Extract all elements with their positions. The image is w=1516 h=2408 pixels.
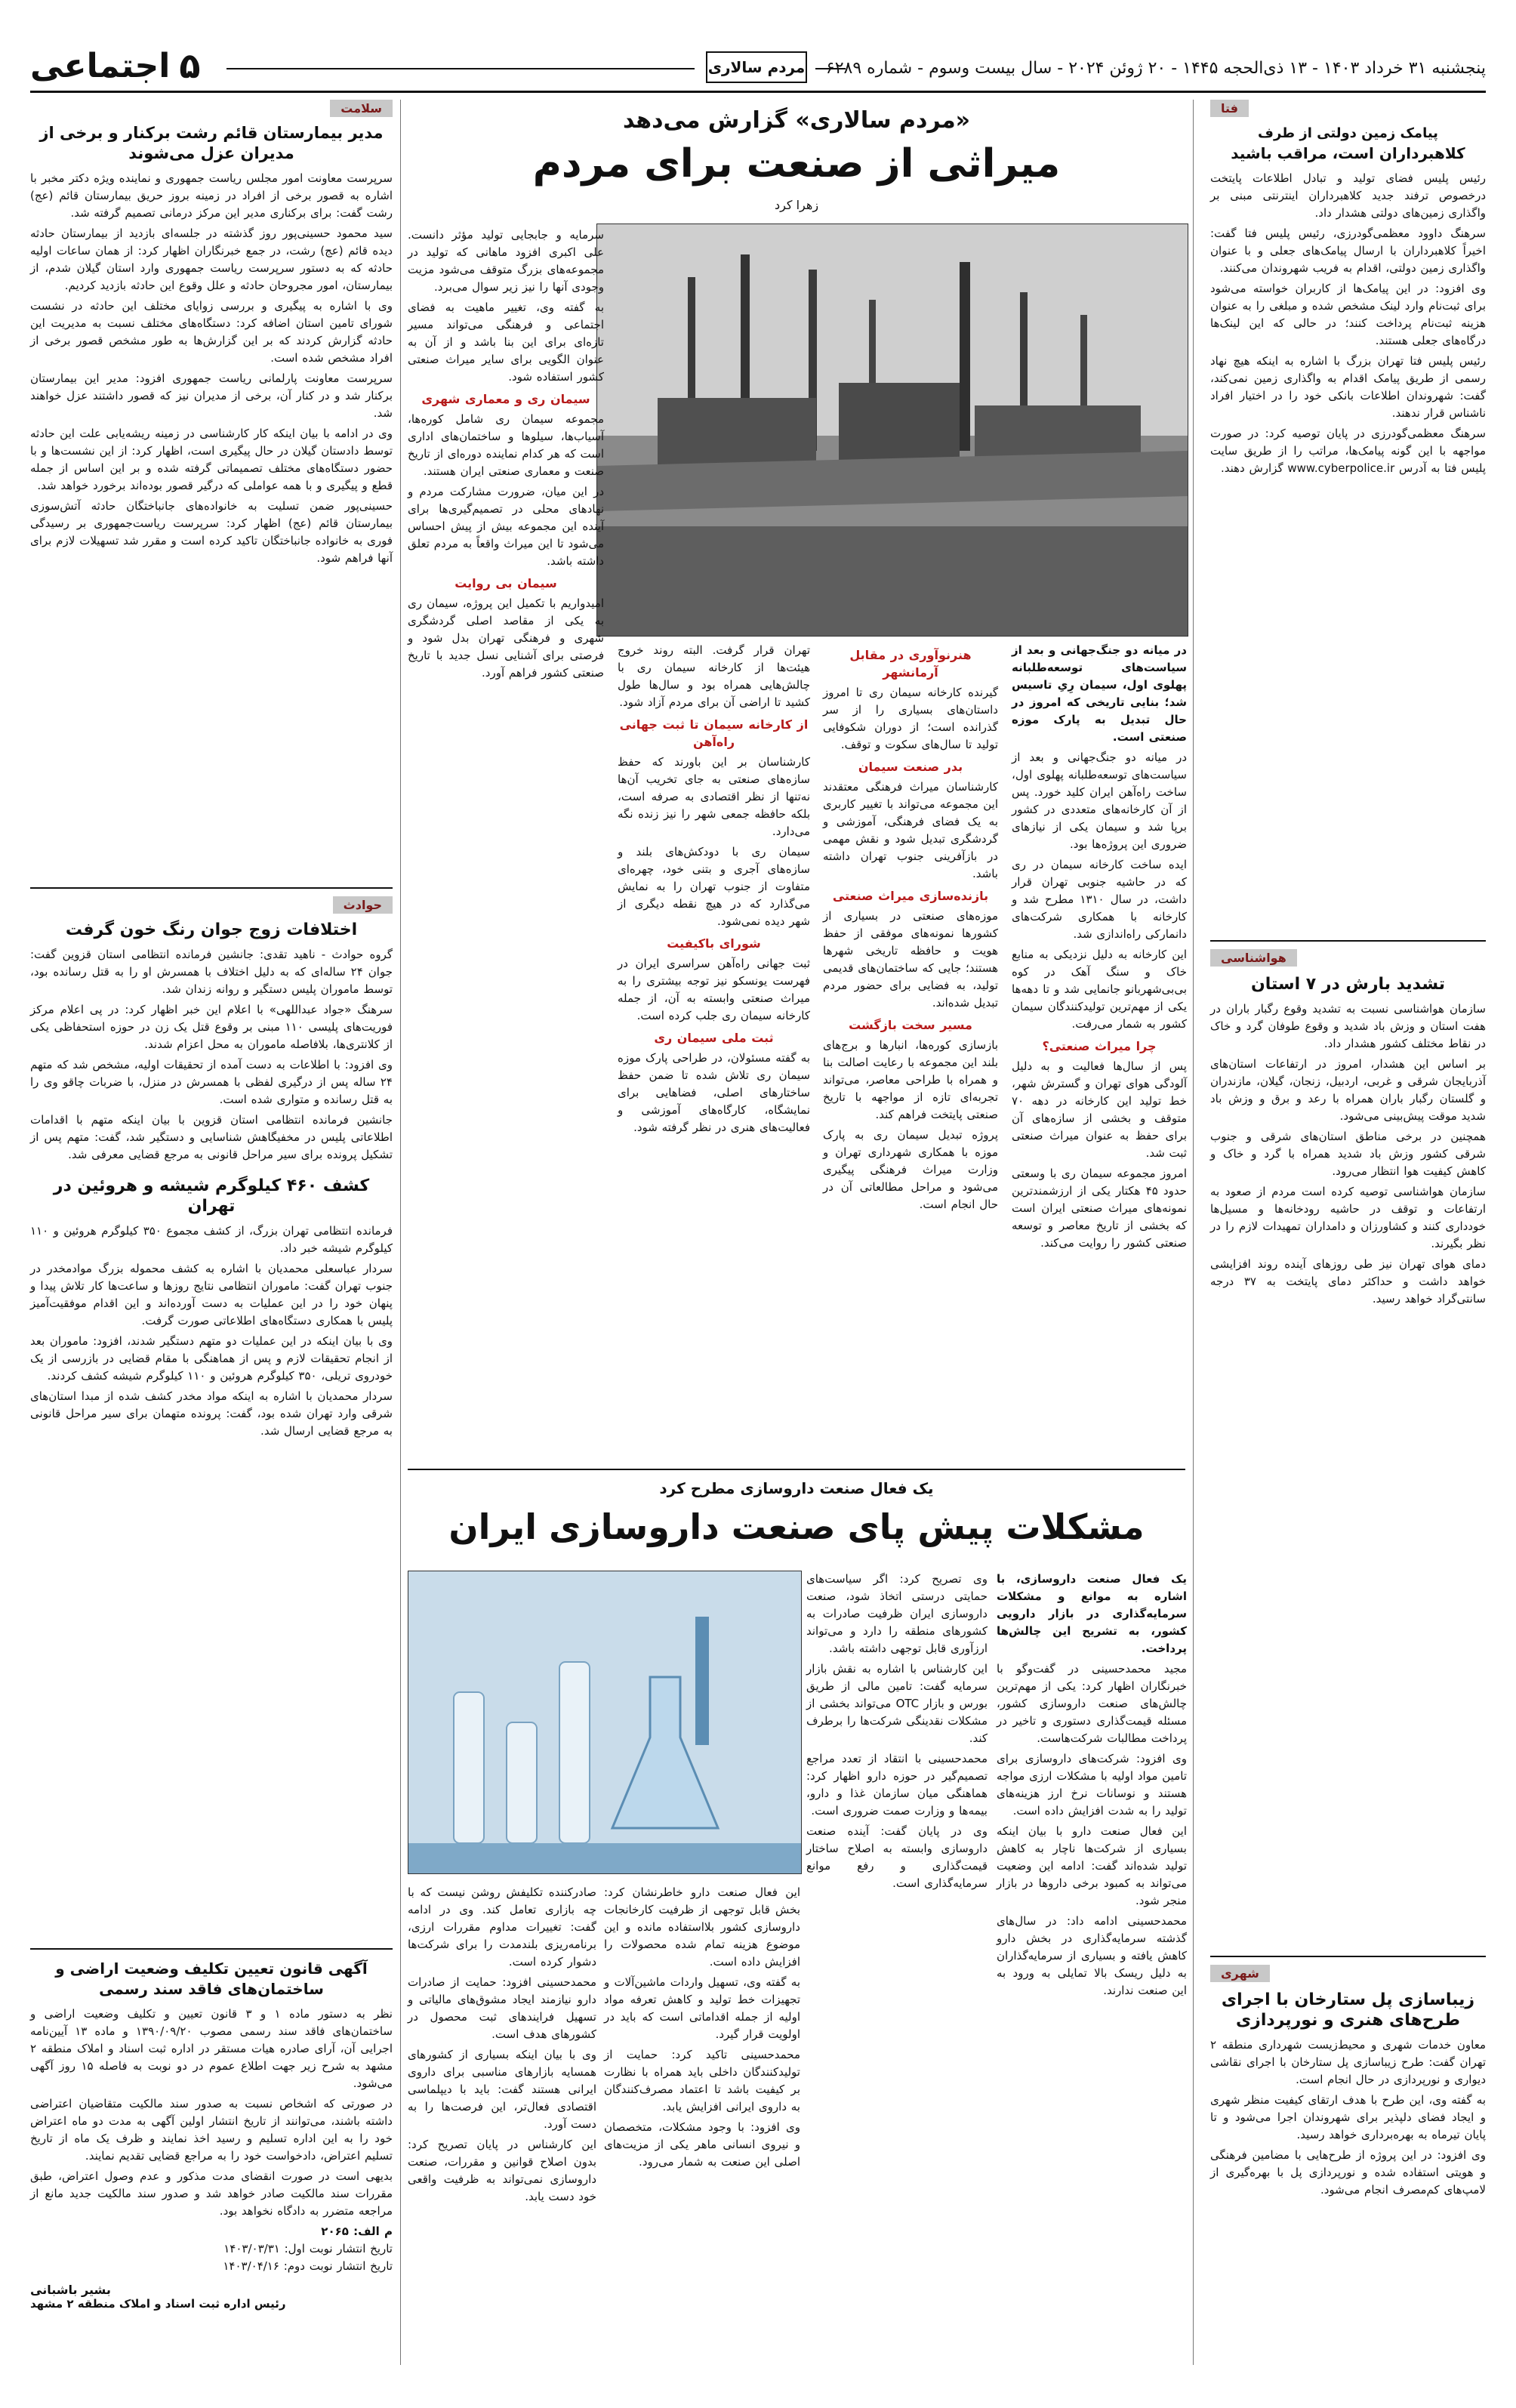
paragraph: سرپرست معاونت پارلمانی ریاست جمهوری افزود: مدیر این بیمارستان برکنار شد و در کنار آن، برخی از مدیران نیز که قصور داشتند عزل خواهند شد.: [30, 372, 393, 420]
paragraph: تهران قرار گرفت. البته روند خروج هیئت‌ها از کارخانه سیمان ری با چالش‌هایی همراه بود و سال‌ها طول کشید تا اراضی آن برای مردم آزاد شود.: [618, 643, 810, 709]
paragraph: معاون خدمات شهری و محیط‌زیست شهرداری منطقه ۲ تهران گفت: طرح زیباسازی پل ستارخان با اجرای نقاشی دیواری و نورپردازی در حال انجام است.: [1210, 2038, 1486, 2086]
pharma-title: مشکلات پیش پای صنعت داروسازی ایران: [448, 1506, 1145, 1547]
paragraph: امروز مجموعه سیمان ری با وسعتی حدود ۴۵ هکتار یکی از ارزشمندترین نمونه‌های میراث صنعتی ایران است که بخشی از تاریخ معاصر و توسعه صنعتی کشور را روایت می‌کند.: [1012, 1167, 1187, 1250]
paragraph: محمدحسینی افزود: حمایت از صادرات دارو نیازمند ایجاد مشوق‌های مالیاتی و تسهیل فرایندهای ثبت محصول در کشورهای هدف است.: [408, 1975, 596, 2041]
paragraph: رئیس پلیس فتا تهران بزرگ با اشاره به اینکه هیچ نهاد رسمی از طریق پیامک اقدام به واگذاری زمین نمی‌کند، گفت: شهروندان اطلاعات بانکی خود را در اختیار افراد ناشناس قرار ندهند.: [1210, 354, 1486, 420]
weather-title: تشدید بارش در ۷ استان: [1250, 975, 1446, 994]
kicker-urban: شهری: [1210, 1965, 1270, 1982]
column-divider: [400, 100, 401, 2365]
pharmaceutical-lab-photo: [408, 1571, 802, 1874]
paragraph: محمدحسینی با انتقاد از تعدد مراجع تصمیم‌گیر در حوزه دارو اظهار کرد: هماهنگی میان سازمان غذا و دارو، بیمه‌ها و وزارت صمت ضروری است.: [806, 1752, 988, 1818]
paragraph: محمدحسینی ادامه داد: در سال‌های گذشته سرمایه‌گذاری در بخش دارو کاهش یافته و بسیاری از سرمایه‌گذاران به دلیل ریسک بالا تمایلی به ورود به این صنعت ندارند.: [997, 1914, 1187, 1997]
paragraph: فرمانده انتظامی تهران بزرگ، از کشف مجموع ۳۵۰ کیلوگرم هروئین و ۱۱۰ کیلوگرم شیشه خبر داد.: [30, 1224, 393, 1255]
paragraph: وی تصریح کرد: اگر سیاست‌های حمایتی درستی اتخاذ شود، صنعت داروسازی ایران ظرفیت صادرات به کشورهای منطقه را دارد و می‌تواند ارزآوری قابل توجهی داشته باشد.: [806, 1572, 988, 1655]
paragraph: وی افزود: شرکت‌های داروسازی برای تامین مواد اولیه با مشکلات ارزی مواجه هستند و نوسانات نرخ ارز هزینه‌های تولید را به شدت افزایش داده است.: [997, 1752, 1187, 1818]
urban-body: [1210, 2036, 1486, 2199]
paragraph: پروژه تبدیل سیمان ری به پارک موزه با همکاری شهرداری تهران و وزارت میراث فرهنگی پیگیری می‌شود و مراحل مطالعاتی آن در حال انجام است.: [823, 1128, 998, 1211]
notice-title: آگهی قانون تعیین تکلیف وضعیت اراضی و ساختمان‌های فاقد سند رسمی: [55, 1959, 368, 1998]
paragraph: دمای هوای تهران نیز طی روزهای آینده روند افزایشی خواهد داشت و حداکثر دمای پایتخت به ۳۷ درجه سانتی‌گراد خواهد رسید.: [1210, 1257, 1486, 1306]
paragraph: سازمان هواشناسی نسبت به تشدید وقوع رگبار باران در هفت استان و وزش باد شدید و وقوع طوفان گرد و خاک در نقاط مختلف کشور هشدار داد.: [1210, 1002, 1486, 1050]
right-column: [1210, 100, 1486, 480]
fara-title-line2: کلاهبرداران است، مراقب باشید: [1231, 144, 1465, 162]
paragraph: صادرکننده تکلیفش روشن نیست که با چه بازاری تعامل کند. وی در ادامه گفت: تغییرات مداوم مقررات ارزی، برنامه‌ریزی بلندمدت را برای شرکت‌ها دشوار کرده است.: [408, 1885, 596, 1969]
header-divider: [30, 91, 1486, 93]
paragraph: گروه حوادث - ناهید تقدی: جانشین فرمانده انتظامی استان قزوین گفت: جوان ۲۴ ساله‌ای که به دلیل اختلاف با همسرش او را به قتل رسانده بود، توسط ماموران پلیس دستگیر و روانه زندان شد.: [30, 948, 393, 996]
paragraph: سرهنگ معظمی‌گودرزی در پایان توصیه کرد: در صورت مواجهه با این گونه پیامک‌ها، مراتب را از طریق سایت پلیس فتا به آدرس www.cyberpolice.ir گزارش دهند.: [1210, 427, 1486, 475]
main-col-a: [1012, 642, 1187, 1255]
paragraph: موزه‌های صنعتی در بسیاری از کشورها نمونه‌های موفقی از حفظ هویت و حافظه تاریخی شهرها هستند؛ جایی که ساختمان‌های قدیمی تولید، به فضایی برای حضور مردم تبدیل شده‌اند.: [823, 909, 998, 1010]
main-col-c: [618, 642, 810, 1139]
header-rule-left: [226, 68, 695, 69]
paragraph: وی افزود: در این پروژه از طرح‌هایی با مضامین فرهنگی و هویتی استفاده شده و نورپردازی پل با بهره‌گیری از لامپ‌های کم‌مصرف انجام می‌شود.: [1210, 2148, 1486, 2197]
subhead: شورای باکیفیت: [667, 936, 761, 951]
paragraph: سرهنگ داوود معظمی‌گودرزی، رئیس پلیس فتا گفت: اخیراً کلاهبرداران با ارسال پیامک‌های جعلی و با عنوان واگذاری زمین دولتی، اقدام به فریب شهروندان می‌کنند.: [1210, 227, 1486, 275]
urban-title-line1: زیباسازی پل ستارخان با اجرای: [1221, 1990, 1475, 2009]
events-body: [30, 946, 393, 1164]
main-col-b: [823, 642, 998, 1216]
paragraph: مجموعه سیمان ری شامل کوره‌ها، آسیاب‌ها، سیلوها و ساختمان‌های اداری است که هر کدام نماینده دوره‌ای از تاریخ صنعت و معماری صنعتی ایران هستند.: [408, 412, 604, 478]
newspaper-logo: مردم سالاری: [706, 51, 807, 83]
paragraph: وی افزود: با اطلاعات به دست آمده از تحقیقات اولیه، مشخص شد که متهم ۲۴ ساله پس از درگیری لفظی با همسرش در منزل، با ضربات چاقو وی را به قتل رسانده و متواری شده است.: [30, 1058, 393, 1106]
paragraph: این فعال صنعت دارو خاطرنشان کرد: بخش قابل توجهی از ظرفیت کارخانجات داروسازی کشور بلااستفاده مانده و این موضوع هزینه تمام شده محصولات را افزایش داده است.: [604, 1885, 800, 1969]
paragraph: بر اساس این هشدار، امروز در ارتفاعات استان‌های آذربایجان شرقی و غربی، اردبیل، زنجان، گیلان، مازندران و گلستان رگبار باران همراه با رعد و برق و وزش باد شدید موقت پیش‌بینی می‌شود.: [1210, 1057, 1486, 1123]
paragraph: رئیس پلیس فضای تولید و تبادل اطلاعات پایتخت درخصوص ترفند جدید کلاهبرداران اینترنتی مبنی بر واگذاری زمین‌های دولتی هشدار داد.: [1210, 171, 1486, 220]
issue-line: پنجشنبه ۳۱ خرداد ۱۴۰۳ - ۱۳ ذی‌الحجه ۱۴۴۵ - ۲۰ ژوئن ۲۰۲۴ - سال بیست وسوم - شماره ۶۲۸۹: [825, 59, 1486, 78]
paragraph: وی با اشاره به پیگیری و بررسی زوایای مختلف این حادثه در نشست شورای تامین استان اضافه کرد: دستگاه‌های مختلف نسبت به مدیریت این حادثه گزارش کردند که بر این گزارش‌ها به طور مشخص قصور برخی از افراد مشخص شده است.: [30, 299, 393, 365]
paragraph: محمدحسینی تاکید کرد: حمایت از تولیدکنندگان داخلی باید همراه با نظارت بر کیفیت باشد تا اعتماد مصرف‌کنندگان به داروی ایرانی افزایش یابد.: [604, 2048, 800, 2114]
paragraph: نظر به دستور ماده ۱ و ۳ قانون تعیین و تکلیف وضعیت اراضی و ساختمان‌های فاقد سند رسمی مصوب ۱۳۹۰/۰۹/۲۰ و ماده ۱۳ آیین‌نامه اجرایی آن، آرای صادره هیات مستقر در اداره ثبت اسناد و املاک منطقه ۲ مشهد به شرح زیر جهت اطلاع عموم در دو نوبت به فاصله ۱۵ روز آگهی می‌شود.: [30, 2007, 393, 2090]
paragraph: کارشناسان بر این باورند که حفظ سازه‌های صنعتی به جای تخریب آن‌ها نه‌تنها از نظر اقتصادی به صرفه است، بلکه حافظه جمعی شهر را نیز زنده نگه می‌دارد.: [618, 755, 810, 838]
paragraph: سید محمود حسینی‌پور روز گذشته در جلسه‌ای بازدید از بیمارستان حادثه دیده قائم (عج) رشت، در جمع خبرنگاران اظهار کرد: از همان ساعات اولیه حادثه که به دستور سرپرست ریاست جمهوری وارد استان گیلان شدم، از بیمارستان، امور مجروحان حادثه و علل وقوع این حادثه بازدید کردیم.: [30, 227, 393, 292]
main-col-d: [408, 227, 604, 685]
paragraph: ایده ساخت کارخانه سیمان در ری که در حاشیه جنوبی تهران قرار داشت، در سال ۱۳۱۰ مطرح شد و کارخانه با همکاری شرکت‌های دانمارکی راه‌اندازی شد.: [1012, 858, 1187, 941]
main-supertitle: «مردم سالاری» گزارش می‌دهد: [622, 107, 971, 134]
paragraph: ثبت جهانی راه‌آهن سراسری ایران در فهرست یونسکو نیز توجه بیشتری را به میراث صنعتی وابسته به آن، از جمله کارخانه سیمان ری جلب کرده است.: [618, 957, 810, 1022]
paragraph: به گفته وی، این طرح با هدف ارتقای کیفیت منظر شهری و ایجاد فضای دلپذیر برای شهروندان اجرا می‌شود و تا پایان تیرماه به بهره‌برداری خواهد رسید.: [1210, 2093, 1486, 2141]
byline: زهرا کرد: [774, 198, 819, 212]
fara-body: [1210, 170, 1486, 477]
right-column-weather: [1210, 940, 1486, 1311]
paragraph: وی افزود: در این پیامک‌ها از کاربران خواسته می‌شود برای ثبت‌نام وارد لینک مشخص شده و مبلغی را به عنوان هزینه ثبت‌نام پرداخت کنند؛ در حالی که این لینک‌ها درگاه‌های جعلی هستند.: [1210, 282, 1486, 347]
pharma-supertitle: یک فعال صنعت داروسازی مطرح کرد: [659, 1479, 934, 1497]
pharma-col-d: [408, 1884, 596, 2209]
industrial-heritage-photo: [596, 224, 1188, 637]
main-title: میراثی از صنعت برای مردم: [532, 141, 1061, 187]
pharma-top-rule: [408, 1469, 1185, 1470]
paragraph: مجید محمدحسینی در گفت‌وگو با خبرنگاران اظهار کرد: یکی از مهم‌ترین چالش‌های صنعت داروسازی کشور، مسئله قیمت‌گذاری دستوری و تاخیر در پرداخت مطالبات شرکت‌هاست.: [997, 1662, 1187, 1745]
left-column-events: [30, 887, 393, 1443]
notice-code: م الف: ۲۰۶۵: [321, 2225, 393, 2238]
paragraph: سرپرست معاونت امور مجلس ریاست جمهوری و نماینده ویژه دکتر مخبر با اشاره به قصور برخی از افراد در زمینه بروز حریق بیمارستان قائم (عج) رشت گفت: برای برکناری مدیر این مرکز درمانی تصمیم گرفته شد.: [30, 171, 393, 220]
kicker-fara: فتا: [1210, 100, 1249, 117]
page-number: ۵: [179, 45, 201, 86]
subhead: ثبت ملی سیمان ری: [654, 1031, 774, 1045]
weather-body: [1210, 1001, 1486, 1308]
left-column-health: [30, 100, 393, 570]
paragraph: حسینی‌پور ضمن تسلیت به خانواده‌های جانباختگان حادثه آتش‌سوزی بیمارستان قائم (عج) اظهار کرد: سرپرست ریاست‌جمهوری بر رسیدگی فوری به خانواده جانباختگان تاکید کرده است و مقرر شد تسهیلات لازم برای آنها فراهم شود.: [30, 499, 393, 565]
paragraph: سازمان هواشناسی توصیه کرده است مردم از صعود به ارتفاعات و توقف در حاشیه رودخانه‌ها و مسیل‌ها خودداری کنند و کشاورزان و دامداران تمهیدات لازم را در نظر بگیرند.: [1210, 1185, 1486, 1250]
notice-signer: بشیر باشبانی: [30, 2283, 111, 2297]
pharma-lead: یک فعال صنعت داروسازی، با اشاره به موانع و مشکلات سرمایه‌گذاری در بازار دارویی کشور، به تشریح این چالش‌ها پرداخت.: [997, 1572, 1187, 1655]
paragraph: به گفته مسئولان، در طراحی پارک موزه سیمان ری تلاش شده تا ضمن حفظ ساختارهای اصلی، فضاهایی برای نمایشگاه، کارگاه‌های آموزشی و فعالیت‌های هنری در نظر گرفته شود.: [618, 1051, 810, 1134]
subhead: از کارخانه سیمان تا ثبت جهانی راه‌آهن: [619, 717, 809, 749]
fara-title-line1: پیامک زمین دولتی از طرف: [1258, 125, 1438, 141]
paragraph: به گفته وی، تغییر ماهیت به فضای اجتماعی و فرهنگی می‌تواند مسیر تازه‌ای برای این بنا باشد و از آن به عنوان الگویی برای سایر میراث صنعتی کشور استفاده شود.: [408, 301, 604, 384]
paragraph: در صورتی که اشخاص نسبت به صدور سند مالکیت متقاضیان اعتراضی داشته باشند، می‌توانند از تاریخ انتشار اولین آگهی به مدت دو ماه اعتراض خود را به این اداره تسلیم و رسید اخذ نمایند و ظرف یک ماه از تاریخ تسلیم اعتراض، دادخواست خود را به مراجع قضایی تقدیم نمایند.: [30, 2097, 393, 2163]
subhead: هنرنوآوری در مقابل آرمانشهر: [849, 648, 972, 680]
subhead: سیمان بی روایت: [454, 576, 557, 590]
events-title: اختلافات زوج جوان رنگ خون گرفت: [65, 920, 358, 939]
article-lead: در میانه دو جنگ‌جهانی و بعد از سیاست‌های توسعه‌طلبانه پهلوی اول، سیمان رِی‌ِ تاسیس شد؛ بنایی تاریخی که امروز در حال تبدیل به پارک موزه صنعتی است.: [1012, 643, 1187, 744]
subhead: مسیر سخت بازگشت: [849, 1018, 972, 1032]
paragraph: وی در پایان گفت: آینده صنعت داروسازی وابسته به اصلاح ساختار قیمت‌گذاری و رفع موانع سرمایه‌گذاری است.: [806, 1824, 988, 1890]
section-title: اجتماعی: [30, 46, 171, 85]
crystal-body: [30, 1222, 393, 1440]
subhead: چرا میراث صنعتی؟: [1042, 1039, 1157, 1053]
urban-title-line2: طرح‌های هنری و نورپردازی: [1236, 2011, 1460, 2030]
legal-notice: [30, 1948, 393, 2311]
paragraph: در این میان، ضرورت مشارکت مردم و نهادهای محلی در تصمیم‌گیری‌ها برای آینده این مجموعه بیش از پیش احساس می‌شود تا این میراث واقعاً به مردم تعلق داشته باشد.: [408, 485, 604, 568]
notice-body: [30, 2006, 393, 2220]
paragraph: جانشین فرمانده انتظامی استان قزوین با بیان اینکه متهم با اقدامات اطلاعاتی پلیس در مخفیگاهش شناسایی و دستگیر شد، گفت: متهم پس از تشکیل پرونده برای سیر مراحل قانونی به مرجع قضایی معرفی شد.: [30, 1113, 393, 1161]
pharma-col-b: [806, 1571, 988, 1895]
kicker-health: سلامت: [330, 100, 393, 117]
paragraph: این فعال صنعت دارو با بیان اینکه بسیاری از شرکت‌ها ناچار به کاهش تولید شده‌اند گفت: ادامه این وضعیت می‌تواند به کمبود برخی داروها در بازار منجر شود.: [997, 1824, 1187, 1907]
paragraph: سرهنگ «جواد عبداللهی» با اعلام این خبر اظهار کرد: در پی اعلام مرکز فوریت‌های پلیسی ۱۱۰ مبنی بر وقوع قتل یک زن در حوزه استحفاظی یکی از کلانتری‌ها، بلافاصله ماموران به محل اعزام شدند.: [30, 1003, 393, 1051]
paragraph: همچنین در برخی مناطق استان‌های شرقی و جنوب شرقی کشور وزش باد شدید همراه با گرد و خاک و کاهش کیفیت هوا انتظار می‌رود.: [1210, 1130, 1486, 1178]
crystal-title: کشف ۴۶۰ کیلوگرم شیشه و هروئین در تهران: [53, 1176, 370, 1216]
column-divider: [1193, 100, 1194, 2365]
paragraph: سیمان ری با دودکش‌های بلند و سازه‌های آجری و بتنی خود، چهره‌ای متفاوت از جنوب تهران را به نمایش می‌گذارد که در هیچ نقطه دیگری از شهر دیده نمی‌شود.: [618, 845, 810, 928]
paragraph: در میانه دو جنگ‌جهانی و بعد از سیاست‌های توسعه‌طلبانه پهلوی اول، ساخت راه‌آهن ایران کلید خورد. پس از آن کارخانه‌های متعددی در کشور برپا شد و سیمان یکی از نیازهای ضروری این پروژه‌ها بود.: [1012, 751, 1187, 851]
paragraph: وی با بیان اینکه در این عملیات دو متهم دستگیر شدند، افزود: ماموران بعد از انجام تحقیقات لازم و پس از هماهنگی با مقام قضایی در بازرسی از یک خودروی تریلی، ۳۵۰ کیلوگرم هروئین و ۱۱۰ کیلوگرم شیشه کشف کردند.: [30, 1334, 393, 1383]
paragraph: سرمایه و جابجایی تولید مؤثر دانست. علی اکبری افزود ماهانی که تولید در مجموعه‌های بزرگ متوقف می‌شود مزیت وجودی آنها را نیز زیر سوال می‌برد.: [408, 228, 604, 294]
paragraph: سردار عباسعلی محمدیان با اشاره به کشف محموله بزرگ موادمخدر در جنوب تهران گفت: ماموران انتظامی نتایج روزها و ساعت‌ها کار تلاش پیدا و پنهان خود را در این عملیات به دست آورده‌اند و این اقدام موفقیت‌آمیز پلیس با همکاری دستگاه‌های اطلاعاتی صورت گرفت.: [30, 1262, 393, 1327]
paragraph: وی در ادامه با بیان اینکه کار کارشناسی در زمینه ریشه‌یابی علت این حادثه توسط دادستان گیلان در حال پیگیری است، اظهار کرد: از این نشست‌ها و با حضور دستگاه‌های مختلف تصمیماتی گرفته شده و بر این اساس از جمله قطع و پیگیری و با همه عواملی که درگیر قصور بوده‌اند برخورد خواهد شد.: [30, 427, 393, 492]
subhead: بازنده‌سازی میراث صنعتی: [832, 889, 989, 903]
page-section-header: [30, 45, 200, 86]
pharma-col-c: [604, 1884, 800, 2174]
kicker-events: حوادث: [333, 896, 393, 914]
factory-illustration: [597, 224, 1188, 636]
paragraph: به گفته وی، تسهیل واردات ماشین‌آلات و تجهیزات خط تولید و کاهش تعرفه مواد اولیه از جمله اقداماتی است که باید در اولویت قرار گیرد.: [604, 1975, 800, 2041]
paragraph: بازسازی کوره‌ها، انبارها و برج‌های بلند این مجموعه با رعایت اصالت بنا و همراه با طراحی معاصر، می‌تواند تجربه‌ای تازه از مواجهه با تاریخ صنعتی پایتخت فراهم کند.: [823, 1038, 998, 1121]
paragraph: بدیهی است در صورت انقضای مدت مذکور و عدم وصول اعتراض، طبق مقررات سند مالکیت صادر خواهد شد و صدور سند مالکیت جدید مانع از مراجعه متضرر به دادگاه نخواهد بود.: [30, 2169, 393, 2218]
paragraph: وی افزود: با وجود مشکلات، متخصصان و نیروی انسانی ماهر یکی از مزیت‌های اصلی این صنعت به شمار می‌رود.: [604, 2120, 800, 2169]
notice-meta-1: تاریخ انتشار نوبت اول: ۱۴۰۳/۰۳/۳۱: [223, 2242, 393, 2255]
health-body: [30, 170, 393, 567]
subhead: بدر صنعت سیمان: [858, 760, 963, 774]
paragraph: وی با بیان اینکه بسیاری از کشورهای همسایه بازارهای مناسبی برای داروی ایرانی هستند گفت: باید با دیپلماسی اقتصادی فعال‌تر، این فرصت‌ها را به دست آورد.: [408, 2048, 596, 2131]
notice-signer-role: رئیس اداره ثبت اسناد و املاک منطقه ۲ مشهد: [30, 2297, 286, 2311]
pharma-col-a: [997, 1571, 1187, 2003]
right-column-urban: [1210, 1956, 1486, 2202]
health-title: مدیر بیمارستان قائم رشت برکنار و برخی از مدیران عزل می‌شوند: [39, 124, 384, 162]
subhead: سیمان ری و معماری شهری: [421, 392, 590, 406]
paragraph: سردار محمدیان با اشاره به اینکه مواد مخدر کشف شده از مبدا استان‌های شرقی وارد تهران شده بود، گفت: پرونده متهمان برای سیر مراحل قانونی به مرجع قضایی ارسال شد.: [30, 1389, 393, 1438]
lab-illustration: [408, 1571, 801, 1873]
paragraph: این کارشناس با اشاره به نقش بازار سرمایه گفت: تامین مالی از طریق بورس و بازار OTC می‌تواند بخشی از مشکلات نقدینگی شرکت‌ها را برطرف کند.: [806, 1662, 988, 1745]
paragraph: امیدواریم با تکمیل این پروژه، سیمان ری به یکی از مقاصد اصلی گردشگری شهری و فرهنگی تهران بدل شود و فرصتی برای آشنایی نسل جدید با تاریخ صنعتی کشور فراهم آورد.: [408, 597, 604, 680]
paragraph: گیرنده کارخانه سیمان ری تا امروز داستان‌های بسیاری را از سر گذرانده است؛ از دوران شکوفایی تولید تا سال‌های سکوت و توقف.: [823, 686, 998, 751]
notice-meta-2: تاریخ انتشار نوبت دوم: ۱۴۰۳/۰۴/۱۶: [223, 2259, 393, 2273]
paragraph: این کارشناس در پایان تصریح کرد: بدون اصلاح قوانین و مقررات، صنعت داروسازی نمی‌تواند به ظرفیت واقعی خود دست یابد.: [408, 2138, 596, 2203]
paragraph: کارشناسان میراث فرهنگی معتقدند این مجموعه می‌تواند با تغییر کاربری به یک فضای فرهنگی، آموزشی و گردشگری تبدیل شود و نقش مهمی در بازآفرینی جنوب تهران داشته باشد.: [823, 780, 998, 880]
paragraph: پس از سال‌ها فعالیت و به دلیل آلودگی هوای تهران و گسترش شهر، خط تولید این کارخانه در دهه ۷۰ متوقف و بخشی از سازه‌های آن برای حفظ به عنوان میراث صنعتی ثبت شد.: [1012, 1059, 1187, 1160]
kicker-weather: هواشناسی: [1210, 949, 1297, 967]
paragraph: این کارخانه به دلیل نزدیکی به منابع خاک و سنگ آهک در کوه بی‌بی‌شهربانو جانمایی شد و تا دهه‌ها یکی از مهم‌ترین تولیدکنندگان سیمان کشور به شمار می‌رفت.: [1012, 948, 1187, 1031]
